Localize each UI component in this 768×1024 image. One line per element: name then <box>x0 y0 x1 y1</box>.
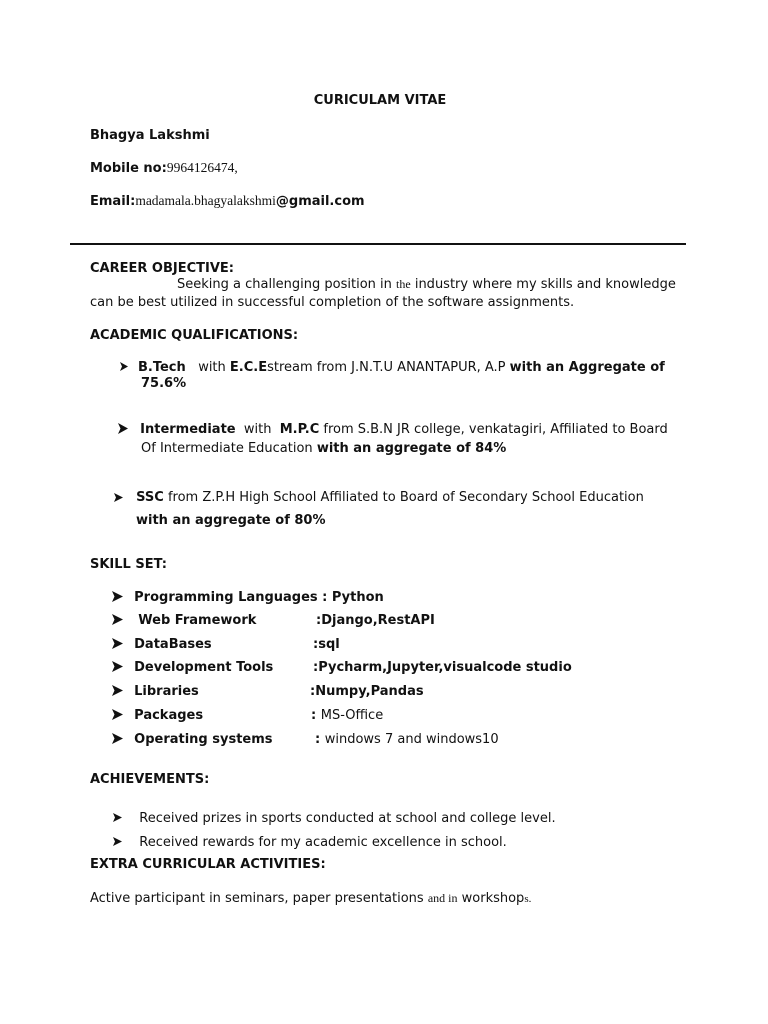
academic-item-btech <box>120 360 665 375</box>
bullet-arrow-icon <box>112 732 130 747</box>
career-text-part: industry where my skills and knowledge <box>410 277 676 292</box>
extra-text-end: s. <box>524 893 532 905</box>
achievement-item <box>113 835 507 850</box>
skill-value: Pycharm,Jupyter,visualcode studio <box>318 660 572 675</box>
bullet-arrow-icon <box>112 613 130 628</box>
skill-item <box>112 708 203 723</box>
bullet-arrow-icon <box>112 684 130 699</box>
skill-item <box>112 637 212 652</box>
skill-label: Operating systems <box>134 732 273 747</box>
skill-label: Programming Languages <box>134 590 318 605</box>
skill-label: Web Framework <box>138 613 257 628</box>
candidate-name: Bhagya Lakshmi <box>90 128 210 143</box>
skill-label: Development Tools <box>134 660 274 675</box>
btech-aggregate-text: with an Aggregate of <box>509 360 665 375</box>
skill-separator: : <box>315 732 325 747</box>
bullet-arrow-icon <box>114 490 132 505</box>
academic-heading: ACADEMIC QUALIFICATIONS: <box>90 328 299 343</box>
skill-value-line <box>311 708 383 723</box>
inter-line2 <box>141 441 506 456</box>
skill-separator: : <box>313 660 319 675</box>
career-text-line2: can be best utilized in successful completion of the software assignments. <box>90 295 575 310</box>
mobile-label: Mobile no: <box>90 161 167 176</box>
skill-label: Packages <box>134 708 204 723</box>
inter-rest: from S.B.N JR college, venkatagiri, Affiliated to Board <box>319 422 668 437</box>
skill-value-line <box>316 613 435 628</box>
skill-value: Numpy,Pandas <box>315 684 424 699</box>
bullet-arrow-icon <box>112 660 130 675</box>
skill-separator: : <box>310 684 316 699</box>
bullet-arrow-icon <box>112 637 130 652</box>
mobile-line <box>90 160 238 176</box>
skill-value-line <box>313 660 572 675</box>
inter-group: M.P.C <box>279 422 320 437</box>
skill-value: sql <box>318 637 340 652</box>
skill-value-line <box>310 684 424 699</box>
achievements-heading: ACHIEVEMENTS: <box>90 772 210 787</box>
achievement-text: Received rewards for my academic excellence in school. <box>139 835 507 850</box>
bullet-arrow-icon <box>113 835 131 850</box>
achievement-item <box>113 811 556 826</box>
inter-aggregate: with an aggregate of 84% <box>316 441 507 456</box>
career-heading: CAREER OBJECTIVE: <box>90 261 234 276</box>
skill-value: Python <box>331 590 384 605</box>
btech-aggregate-value: 75.6% <box>141 376 187 391</box>
skill-separator: : <box>311 708 321 723</box>
achievement-text: Received prizes in sports conducted at school and college level. <box>139 811 556 826</box>
email-user: madamala.bhagyalakshmi <box>135 193 276 208</box>
skill-label: Libraries <box>134 684 199 699</box>
bullet-arrow-icon <box>113 811 131 826</box>
career-text-part: Seeking a challenging position in <box>177 277 397 292</box>
ssc-degree: SSC <box>136 490 164 505</box>
career-text-line1 <box>177 277 676 292</box>
bullet-arrow-icon <box>120 360 138 375</box>
bullet-arrow-icon <box>112 590 130 605</box>
career-text-the: the <box>396 277 411 291</box>
btech-branch: E.C.E <box>229 360 268 375</box>
skill-separator: : <box>316 613 322 628</box>
inter-with: with <box>243 422 276 437</box>
skill-item <box>112 660 273 675</box>
skill-value-line <box>315 732 499 747</box>
skill-item <box>112 684 199 699</box>
email-domain: @gmail.com <box>275 194 365 209</box>
skill-label: DataBases <box>134 637 212 652</box>
btech-rest: stream from J.N.T.U ANANTAPUR, A.P <box>267 360 510 375</box>
document-title: CURICULAM VITAE <box>313 93 447 108</box>
skills-heading: SKILL SET: <box>90 557 167 572</box>
ssc-rest: from Z.P.H High School Affiliated to Board of Secondary School Education <box>163 490 644 505</box>
skill-item <box>112 613 256 628</box>
skill-value: Django,RestAPI <box>321 613 435 628</box>
extra-text <box>90 891 531 906</box>
header-divider <box>70 243 686 245</box>
mobile-value: 9964126474, <box>166 160 238 175</box>
academic-item-inter <box>118 422 668 437</box>
skill-separator: : <box>317 590 332 605</box>
skill-value: MS-Office <box>320 708 384 723</box>
extra-text-part: Active participant in seminars, paper presentations <box>90 891 428 906</box>
bullet-arrow-icon <box>118 422 136 437</box>
skill-value-line <box>313 637 340 652</box>
extra-text-part: workshop <box>457 891 525 906</box>
inter-board: Of Intermediate Education <box>141 441 317 456</box>
bullet-arrow-icon <box>112 708 130 723</box>
skill-item <box>112 732 273 747</box>
extra-text-and: and in <box>427 891 458 905</box>
extra-heading: EXTRA CURRICULAR ACTIVITIES: <box>90 857 326 872</box>
email-line <box>90 193 365 209</box>
academic-item-ssc <box>114 490 644 505</box>
skill-item <box>112 590 384 605</box>
skill-value: windows 7 and windows10 <box>324 732 499 747</box>
btech-degree: B.Tech <box>138 360 186 375</box>
ssc-aggregate: with an aggregate of 80% <box>136 513 326 528</box>
inter-degree: Intermediate <box>140 422 236 437</box>
skill-separator: : <box>313 637 319 652</box>
btech-with: with <box>198 360 230 375</box>
email-label: Email: <box>90 194 136 209</box>
